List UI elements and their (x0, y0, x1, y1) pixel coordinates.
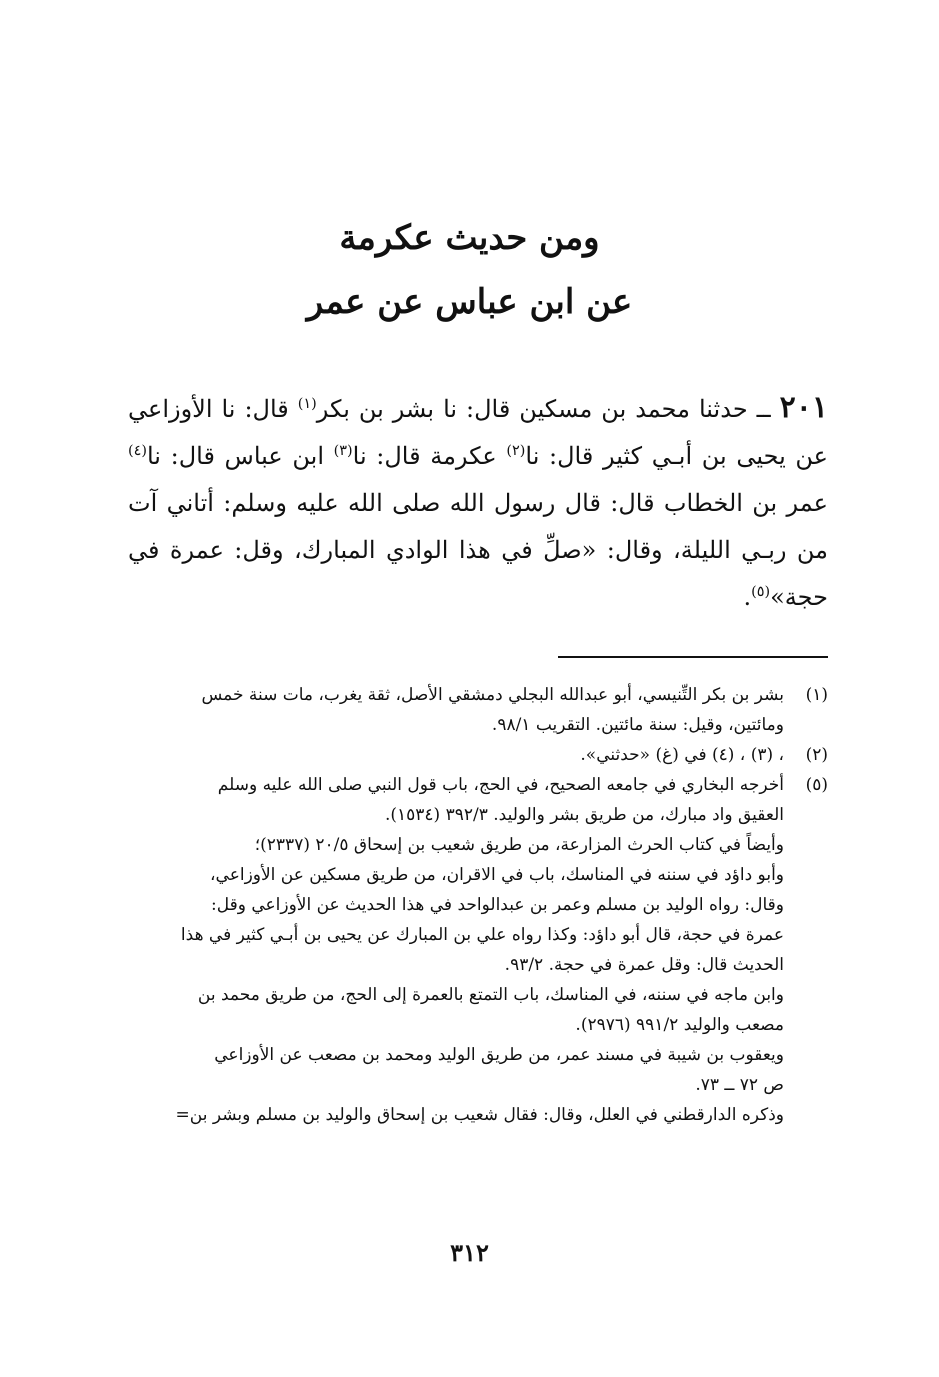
section-title-line-1: ومن حديث عكرمة (339, 218, 600, 258)
footnote-line: مصعب والوليد ٩٩١/٢ (٢٩٧٦). (575, 1015, 784, 1035)
footnote-line: الحديث قال: وقل عمرة في حجة. ٩٣/٢. (504, 955, 784, 975)
hadith-body (128, 395, 828, 611)
hadith-dash: ــ (747, 395, 780, 423)
footnote-line: ، (٣) ، (٤) في (غ) «حدثني». (580, 745, 784, 765)
hadith-text-segment: ابن عباس قال: نا (146, 442, 334, 470)
footnote-line: وذكره الدارقطني في العلل، وقال: فقال شعيب بن إسحاق والوليد بن مسلم وبشر بن= (175, 1105, 784, 1125)
footnote-line: وأيضاً في كتاب الحرث المزارعة، من طريق شعيب بن إسحاق ٢٠/٥ (٢٣٣٧)؛ (254, 835, 784, 855)
footnote-reference: (٤) (128, 443, 147, 459)
hadith-text-segment: قال: نا الأوزاعي عن يحيى بن أبـي كثير قال: نا (128, 395, 828, 470)
footnote-line: أخرجه البخاري في جامعه الصحيح، في الحج، باب قول النبي صلى الله عليه وسلم (217, 775, 784, 795)
hadith-text-segment: عكرمة قال: نا (352, 442, 507, 470)
footnote-marker: (١) (805, 685, 828, 705)
footnote-line: وأبو داؤد في سننه في المناسك، باب في الاقران، من طريق مسكين عن الأوزاعي، (210, 865, 784, 885)
footnote-item (128, 770, 828, 1130)
footnote-line: ويعقوب بن شيبة في مسند عمر، من طريق الوليد ومحمد بن مصعب عن الأوزاعي (214, 1045, 784, 1065)
hadith-text-segment: عمر بن الخطاب قال: قال رسول الله صلى الله عليه وسلم: أتاني آت من ربـي الليلة، وقال: «صلِّ في هذا الوادي المبارك، وقل: عمرة في حجة» (128, 489, 829, 611)
hadith-number: ٢٠١ (779, 390, 829, 425)
footnote-line: عمرة في حجة، قال أبو داؤد: وكذا رواه علي بن المبارك عن يحيى بن أبـي كثير في هذا (180, 925, 784, 945)
footnote-separator (558, 656, 828, 658)
footnote-reference: (٣) (333, 443, 353, 459)
page-number: ٣١٢ (450, 1238, 489, 1267)
footnote-item (128, 740, 828, 770)
footnote-reference: (٥) (751, 584, 771, 600)
footnote-reference: (١) (297, 396, 317, 412)
hadith-text-segment: حدثنا محمد بن مسكين قال: نا بشر بن بكر (316, 395, 748, 423)
footnote-line: وقال: رواه الوليد بن مسلم وعمر بن عبدالواحد في هذا الحديث عن الأوزاعي وقل: (211, 895, 784, 915)
footnote-line: بشر بن بكر التِّنيسي، أبو عبدالله البجلي دمشقي الأصل، ثقة يغرب، مات سنة خمس (201, 685, 784, 705)
footnote-item (128, 680, 828, 740)
footnote-line: وابن ماجه في سننه، في المناسك، باب التمتع بالعمرة إلى الحج، من طريق محمد بن (197, 985, 784, 1005)
section-title-line-2: عن ابن عباس عن عمر (306, 282, 633, 322)
footnote-marker: (٢) (805, 745, 828, 765)
footnote-line: العقيق واد مبارك، من طريق بشر والوليد. ٣٩٢/٣ (١٥٣٤). (384, 805, 784, 825)
hadith-text (128, 384, 828, 621)
footnote-line: ص ٧٢ ــ ٧٣. (695, 1075, 784, 1095)
footnote-reference: (٢) (506, 443, 526, 459)
footnote-line: ومائتين، وقيل: سنة مائتين. التقريب ٩٨/١. (491, 715, 784, 735)
footnote-marker: (٥) (805, 775, 828, 795)
hadith-text-segment: . (743, 583, 752, 611)
footnotes (128, 680, 828, 1130)
